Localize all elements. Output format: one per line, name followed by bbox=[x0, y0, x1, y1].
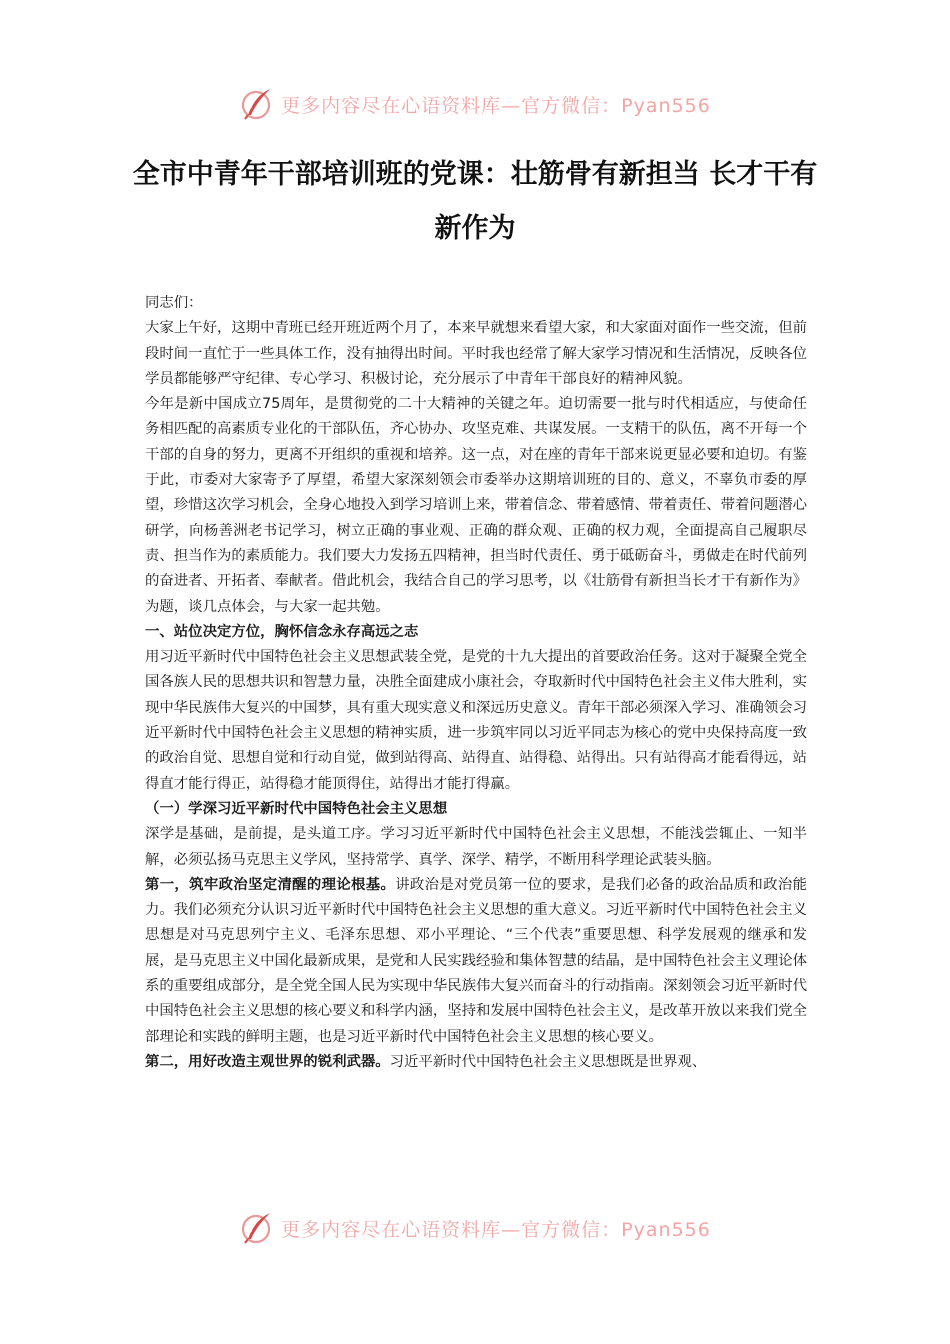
watermark-text: 更多内容尽在心语资料库—官方微信：Pyan556 bbox=[281, 1218, 711, 1241]
watermark-text: 更多内容尽在心语资料库—官方微信：Pyan556 bbox=[281, 94, 711, 117]
greeting: 同志们： bbox=[145, 295, 203, 311]
feather-pen-logo-icon bbox=[239, 86, 275, 122]
point-1-text: 讲政治是对党员第一位的要求，是我们必备的政治品质和政治能力。我们必须充分认识习近平新时代中国特色社会主义思想的重大意义。习近平新时代中国特色社会主义思想是对马克思列宁主义、毛泽东思想、邓小平理论、“三个代表”重要思想、科学发展观的继承和发展，是马克思主义中国化最新成果，是党和人民实践经验和集体智慧的结晶，是中国特色社会主义理论体系的重要组成部分，是全党全国人民为实现中华民族伟大复兴而奋斗的行动指南。深刻领会习近平新时代中国特色社会主义思想的核心要义和科学内涵，坚持和发展中国特色社会主义，是改革开放以来我们党全部理论和实践的鲜明主题，也是习近平新时代中国特色社会主义思想的核心要义。 bbox=[145, 876, 807, 1045]
paragraph-subsection-1: 深学是基础，是前提，是头道工序。学习习近平新时代中国特色社会主义思想，不能浅尝辄止、一知半解，必须弘扬马克思主义学风，坚持常学、真学、深学、精学，不断用科学理论武装头脑。 bbox=[145, 826, 807, 868]
watermark-banner-top bbox=[0, 84, 950, 124]
paragraph-section-1: 用习近平新时代中国特色社会主义思想武装全党，是党的十九大提出的首要政治任务。这对于凝聚全党全国各族人民的思想共识和智慧力量，决胜全面建成小康社会，夺取新时代中国特色社会主义伟大胜利，实现中华民族伟大复兴的中国梦，具有重大现实意义和深远历史意义。青年干部必须深入学习、准确领会习近平新时代中国特色社会主义思想的精神实质，进一步筑牢同以习近平同志为核心的党中央保持高度一致的政治自觉、思想自觉和行动自觉，做到站得高、站得直、站得稳、站得出。只有站得高才能看得远，站得直才能行得正，站得稳才能顶得住，站得出才能打得赢。 bbox=[145, 649, 807, 792]
paragraph-point-1 bbox=[145, 873, 807, 1050]
document-title: 全市中青年干部培训班的党课：壮筋骨有新担当 长才干有新作为 bbox=[132, 159, 818, 244]
document-body bbox=[145, 291, 807, 1075]
paragraph-point-2 bbox=[145, 1050, 807, 1075]
point-1-lead: 第一，筑牢政治坚定清醒的理论根基。 bbox=[145, 876, 396, 893]
section-heading-1: 一、站位决定方位，胸怀信念永存高远之志 bbox=[145, 623, 419, 640]
paragraph-context: 今年是新中国成立75周年，是贯彻党的二十大精神的关键之年。迫切需要一批与时代相适应，与使命任务相匹配的高素质专业化的干部队伍，齐心协办、攻坚克难、共谋发展。一支精干的队伍，离不开每一个干部的自身的努力，更离不开组织的重视和培养。这一点，对在座的青年干部来说更显必要和迫切。有鉴于此，市委对大家寄予了厚望，希望大家深刻领会市委举办这期培训班的目的、意义，不辜负市委的厚望，珍惜这次学习机会，全身心地投入到学习培训上来，带着信念、带着感情、带着责任、带着问题潜心研学，向杨善洲老书记学习，树立正确的事业观、正确的群众观、正确的权力观，全面提高自己履职尽责、担当作为的素质能力。我们要大力发扬五四精神，担当时代责任、勇于砥砺奋斗，勇做走在时代前列的奋进者、开拓者、奉献者。借此机会，我结合自己的学习思考，以《壮筋骨有新担当长才干有新作为》为题，谈几点体会，与大家一起共勉。 bbox=[145, 396, 807, 615]
point-2-lead: 第二，用好改造主观世界的锐利武器。 bbox=[145, 1053, 390, 1070]
paragraph-intro: 大家上午好，这期中青班已经开班近两个月了，本来早就想来看望大家，和大家面对面作一些交流，但前段时间一直忙于一些具体工作，没有抽得出时间。平时我也经常了解大家学习情况和生活情况，反映各位学员都能够严守纪律、专心学习、积极讨论，充分展示了中青年干部良好的精神风貌。 bbox=[145, 320, 807, 387]
feather-pen-logo-icon bbox=[239, 1210, 275, 1246]
watermark-banner-bottom bbox=[0, 1208, 950, 1248]
subsection-heading-1: （一）学深习近平新时代中国特色社会主义思想 bbox=[145, 800, 448, 817]
point-2-text: 习近平新时代中国特色社会主义思想既是世界观、 bbox=[389, 1053, 707, 1070]
